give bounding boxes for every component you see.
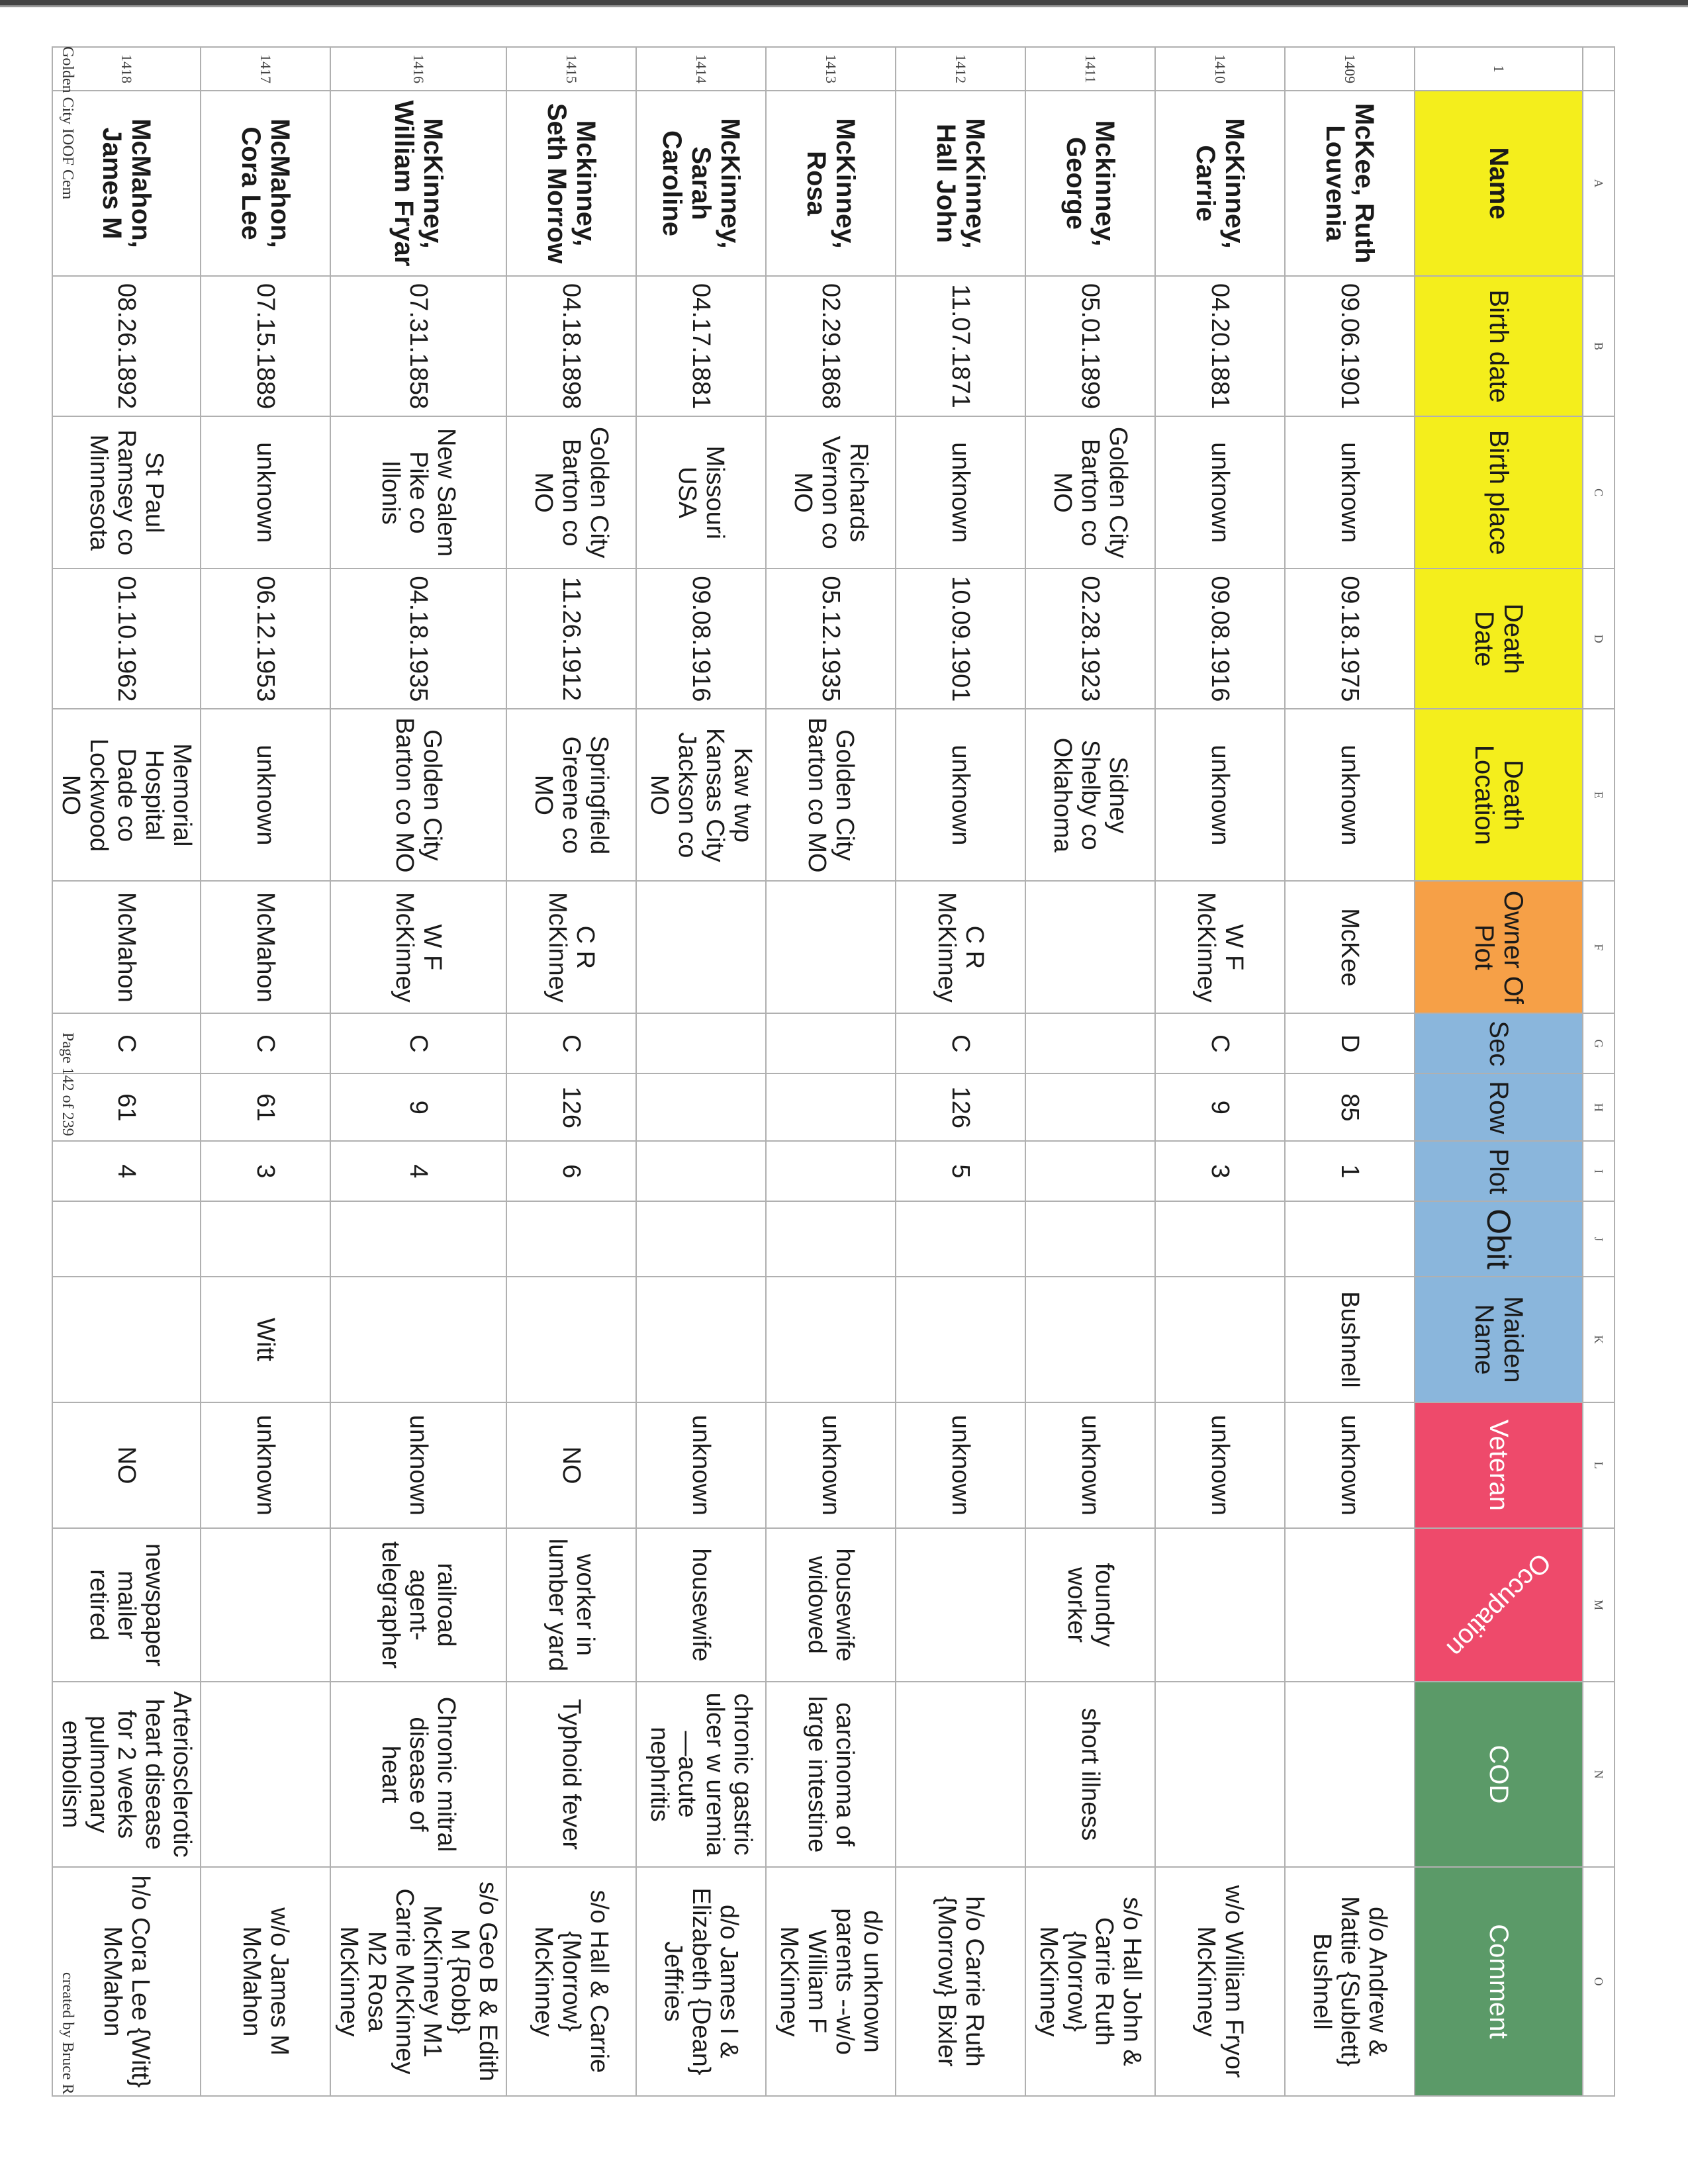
cell-owner [1025,881,1155,1013]
cell-plot: 3 [201,1141,330,1201]
cell-row: 61 [201,1073,330,1141]
cell-death-date: 01.10.1962 [52,569,201,709]
cell-maiden [330,1277,506,1402]
header-obit: Obit [1415,1201,1583,1277]
cell-row: 126 [896,1073,1025,1141]
header-death-date: Death Date [1415,569,1583,709]
cell-cod: chronic gastric ulcer w uremia—acute nephritis [636,1682,766,1867]
cell-sec: C [896,1013,1025,1073]
cell-comment: h/o Cora Lee {Witt} McMahon [52,1867,201,2096]
cell-plot [766,1141,896,1201]
cell-occupation [1155,1528,1285,1682]
cell-row: 9 [1155,1073,1285,1141]
cell-comment: s/o Hall John & Carrie Ruth {Morrow} McKinney [1025,1867,1155,2096]
cell-name: McMahon, James M [52,91,201,276]
cell-row [636,1073,766,1141]
cell-owner [636,881,766,1013]
column-letter: A [1583,91,1615,276]
header-plot: Plot [1415,1141,1583,1201]
cell-death-location: unknown [1155,709,1285,881]
cell-num: 1409 [1285,47,1415,91]
cell-veteran: unknown [766,1402,896,1528]
cell-death-location: unknown [201,709,330,881]
cell-sec: C [1155,1013,1285,1073]
cell-obit [1155,1201,1285,1277]
cell-maiden [636,1277,766,1402]
cell-plot: 4 [330,1141,506,1201]
column-letter: B [1583,276,1615,416]
cell-obit [330,1201,506,1277]
column-letter: J [1583,1201,1615,1277]
table-row [636,47,766,2096]
column-letter: N [1583,1682,1615,1867]
cell-birth-date: 04.20.1881 [1155,276,1285,416]
cell-comment: s/o Hall & Carrie {Morrow} McKinney [506,1867,636,2096]
cell-maiden [1025,1277,1155,1402]
cell-occupation [896,1528,1025,1682]
cell-death-location: Kaw twp Kansas City Jackson co MO [636,709,766,881]
cell-birth-place: unknown [1155,416,1285,569]
header-row: Row [1415,1073,1583,1141]
cell-birth-date: 02.29.1868 [766,276,896,416]
cell-row [766,1073,896,1141]
cell-sec: C [330,1013,506,1073]
cell-occupation: railroad agent-telegrapher [330,1528,506,1682]
cell-name: McKee, Ruth Louvenia [1285,91,1415,276]
cell-occupation: worker in lumber yard [506,1528,636,1682]
cell-occupation: housewife widowed [766,1528,896,1682]
cell-veteran: unknown [1155,1402,1285,1528]
cell-veteran: unknown [330,1402,506,1528]
cell-maiden [1155,1277,1285,1402]
cell-maiden [506,1277,636,1402]
cell-death-date: 06.12.1953 [201,569,330,709]
cell-plot: 6 [506,1141,636,1201]
cell-plot [1025,1141,1155,1201]
cell-cod: Typhoid fever [506,1682,636,1867]
header-birth-place: Birth place [1415,416,1583,569]
cell-owner: McMahon [52,881,201,1013]
cell-row: 126 [506,1073,636,1141]
cell-sec [1025,1013,1155,1073]
cell-cod [896,1682,1025,1867]
cell-num: 1413 [766,47,896,91]
table-row [1025,47,1155,2096]
cell-death-location: Sidney Shelby co Oklahoma [1025,709,1155,881]
cell-occupation: housewife [636,1528,766,1682]
cell-death-location: Golden City Barton co MO [330,709,506,881]
cell-name: McKinney, Carrie [1155,91,1285,276]
cell-obit [1025,1201,1155,1277]
header-row-number: 1 [1415,47,1583,91]
column-letter: K [1583,1277,1615,1402]
cell-name: Mckinney, George [1025,91,1155,276]
column-letter: H [1583,1073,1615,1141]
table-row [201,47,330,2096]
cell-maiden [766,1277,896,1402]
cell-maiden: Bushnell [1285,1277,1415,1402]
cell-birth-place: St Paul Ramsey co Minnesota [52,416,201,569]
cell-obit [201,1201,330,1277]
cell-birth-place: Golden City Barton co MO [506,416,636,569]
cell-veteran: unknown [636,1402,766,1528]
cell-maiden: Witt [201,1277,330,1402]
column-letter: M [1583,1528,1615,1682]
cell-row [1025,1073,1155,1141]
cell-occupation [1285,1528,1415,1682]
column-letter: C [1583,416,1615,569]
cemetery-table [52,46,1615,2097]
cell-comment: w/o William Fryor McKinney [1155,1867,1285,2096]
cell-comment: w/o James M McMahon [201,1867,330,2096]
cell-comment: h/o Carrie Ruth {Morrow} Bixler [896,1867,1025,2096]
cell-birth-place: unknown [201,416,330,569]
header-death-location: Death Location [1415,709,1583,881]
cell-veteran: unknown [1285,1402,1415,1528]
cell-death-location: Memorial Hospital Dade co Lockwood MO [52,709,201,881]
cell-name: McKinney, William Fryar [330,91,506,276]
cell-occupation [201,1528,330,1682]
cell-birth-place: Richards Vernon co MO [766,416,896,569]
cell-num: 1418 [52,47,201,91]
header-name: Name [1415,91,1583,276]
cell-owner: W F McKinney [1155,881,1285,1013]
cell-sec: C [52,1013,201,1073]
cell-comment: d/o James I & Elizabeth {Dean} Jeffries [636,1867,766,2096]
cell-obit [896,1201,1025,1277]
cell-num: 1417 [201,47,330,91]
cell-obit [766,1201,896,1277]
cell-sec [766,1013,896,1073]
cell-birth-place: New Salem Pike co Illonis [330,416,506,569]
cell-num: 1415 [506,47,636,91]
cell-death-date: 09.08.1916 [1155,569,1285,709]
cell-occupation: newspaper mailer retired [52,1528,201,1682]
cell-owner: McKee [1285,881,1415,1013]
cell-death-location: Springfield Greene co MO [506,709,636,881]
header-occupation-label: Occupation [1440,1547,1557,1663]
cell-num: 1411 [1025,47,1155,91]
column-letter: E [1583,709,1615,881]
cell-cod: Chronic mitral disease of heart [330,1682,506,1867]
cell-comment: s/o Geo B & Edith M {Robb} McKinney M1 Carrie McKinney M2 Rosa McKinney [330,1867,506,2096]
cell-birth-date: 04.17.1881 [636,276,766,416]
cell-row: 61 [52,1073,201,1141]
column-letter: F [1583,881,1615,1013]
cell-veteran: unknown [201,1402,330,1528]
cell-cod [201,1682,330,1867]
cell-num: 1416 [330,47,506,91]
cell-row: 85 [1285,1073,1415,1141]
cell-birth-place: unknown [896,416,1025,569]
cell-owner: C R McKinney [506,881,636,1013]
header-comment: Comment [1415,1867,1583,2096]
table-row [896,47,1025,2096]
cell-birth-date: 07.15.1889 [201,276,330,416]
column-letter: L [1583,1402,1615,1528]
cell-birth-date: 09.06.1901 [1285,276,1415,416]
column-letter [1583,47,1615,91]
cell-owner: C R McKinney [896,881,1025,1013]
cell-sec: C [506,1013,636,1073]
cell-name: Mckinney, Seth Morrow [506,91,636,276]
column-letter-row [1583,47,1615,2096]
column-letter: O [1583,1867,1615,2096]
cell-plot: 5 [896,1141,1025,1201]
cell-owner: McMahon [201,881,330,1013]
cell-maiden [896,1277,1025,1402]
cell-death-location: unknown [896,709,1025,881]
cell-cod: Arteriosclerotic heart disease for 2 weeks pulmonary embolism [52,1682,201,1867]
cell-veteran: unknown [1025,1402,1155,1528]
cell-name: McMahon, Cora Lee [201,91,330,276]
cell-sec [636,1013,766,1073]
cell-comment: d/o unknown parents --w/o William F McKinney [766,1867,896,2096]
cell-cod [1285,1682,1415,1867]
cell-death-date: 04.18.1935 [330,569,506,709]
cell-death-date: 11.26.1912 [506,569,636,709]
cell-row: 9 [330,1073,506,1141]
cell-occupation: foundry worker [1025,1528,1155,1682]
cell-veteran: NO [52,1402,201,1528]
cell-birth-date: 08.26.1892 [52,276,201,416]
cell-death-location: Golden City Barton co MO [766,709,896,881]
cell-obit [1285,1201,1415,1277]
cell-plot: 3 [1155,1141,1285,1201]
header-row [1415,47,1583,2096]
table-row [330,47,506,2096]
cell-comment: d/o Andrew & Mattie {Sublett} Bushnell [1285,1867,1415,2096]
cell-death-date: 09.18.1975 [1285,569,1415,709]
cell-birth-place: Missouri USA [636,416,766,569]
cell-plot: 4 [52,1141,201,1201]
header-birth-date: Birth date [1415,276,1583,416]
cell-birth-place: unknown [1285,416,1415,569]
cell-birth-date: 11.07.1871 [896,276,1025,416]
column-letter: I [1583,1141,1615,1201]
cell-num: 1412 [896,47,1025,91]
header-owner-of-plot: Owner Of Plot [1415,881,1583,1013]
cell-birth-date: 05.01.1899 [1025,276,1155,416]
cell-name: McKinney, Sarah Caroline [636,91,766,276]
cell-birth-place: Golden City Barton co MO [1025,416,1155,569]
footer-page-number: Page 142 of 239 [59,1032,76,1136]
cell-veteran: unknown [896,1402,1025,1528]
column-letter: G [1583,1013,1615,1073]
header-maiden-name: Maiden Name [1415,1277,1583,1402]
header-sec: Sec [1415,1013,1583,1073]
footer-left: Golden City IOOF Cem [59,46,76,200]
table-row [766,47,896,2096]
cell-death-date: 09.08.1916 [636,569,766,709]
cell-birth-date: 07.31.1858 [330,276,506,416]
cell-veteran: NO [506,1402,636,1528]
table-row [506,47,636,2096]
cell-plot: 1 [1285,1141,1415,1201]
cell-obit [52,1201,201,1277]
table-row [1285,47,1415,2096]
header-veteran: Veteran [1415,1402,1583,1528]
cell-death-date: 02.28.1923 [1025,569,1155,709]
header-cod: COD [1415,1682,1583,1867]
cell-death-date: 05.12.1935 [766,569,896,709]
header-occupation [1415,1528,1583,1682]
cell-name: McKinney, Rosa [766,91,896,276]
cell-num: 1410 [1155,47,1285,91]
cell-obit [506,1201,636,1277]
footer-right: created by Bruce R [59,1972,76,2095]
cell-cod [1155,1682,1285,1867]
cell-cod: short illness [1025,1682,1155,1867]
cell-owner [766,881,896,1013]
cell-maiden [52,1277,201,1402]
cell-birth-date: 04.18.1898 [506,276,636,416]
cell-num: 1414 [636,47,766,91]
cell-sec: C [201,1013,330,1073]
column-letter: D [1583,569,1615,709]
table-row [1155,47,1285,2096]
cell-plot [636,1141,766,1201]
cell-death-date: 10.09.1901 [896,569,1025,709]
cell-sec: D [1285,1013,1415,1073]
cell-death-location: unknown [1285,709,1415,881]
cell-name: McKinney, Hall John [896,91,1025,276]
cell-cod: carcinoma of large intestine [766,1682,896,1867]
cell-obit [636,1201,766,1277]
cell-owner: W F McKinney [330,881,506,1013]
